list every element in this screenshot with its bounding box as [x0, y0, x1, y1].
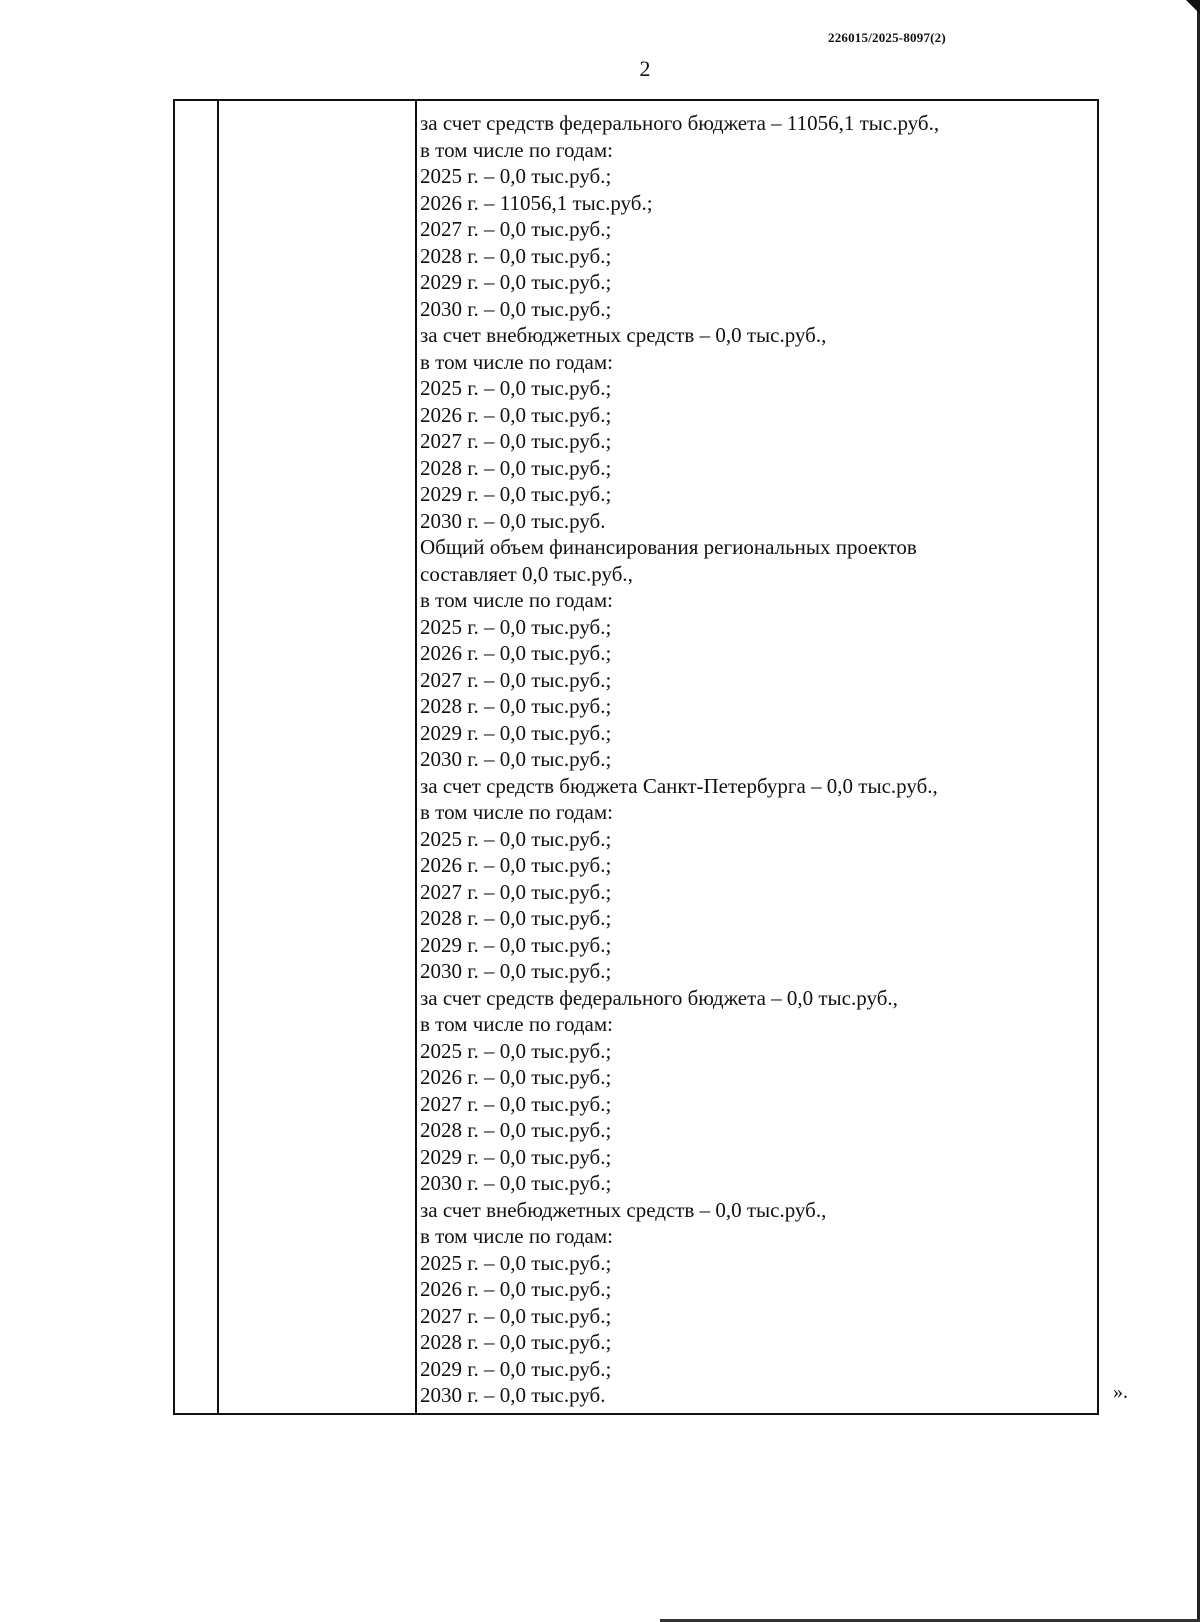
funding-line: за счет средств бюджета Санкт-Петербурга – 0,0 тыс.руб., [420, 773, 938, 798]
funding-line: за счет средств федерального бюджета – 11056,1 тыс.руб., [420, 111, 940, 135]
funding-line: 2028 г. – 0,0 тыс.руб.; [420, 455, 612, 480]
funding-table [173, 99, 1099, 1415]
funding-line: в том числе по годам: [420, 1012, 613, 1036]
funding-line: 2025 г. – 0,0 тыс.руб.; [420, 164, 612, 188]
funding-line: 2029 г. – 0,0 тыс.руб.; [420, 1144, 612, 1169]
funding-line: в том числе по годам: [420, 588, 613, 612]
funding-line: 2026 г. – 0,0 тыс.руб.; [420, 402, 612, 427]
funding-line: 2030 г. – 0,0 тыс.руб. [420, 508, 606, 533]
funding-line: 2025 г. – 0,0 тыс.руб.; [420, 376, 612, 400]
funding-line: 2025 г. – 0,0 тыс.руб.; [420, 1038, 612, 1063]
document-registration-number: 226015/2025-8097(2) [828, 30, 946, 45]
funding-line: составляет 0,0 тыс.руб., [420, 561, 633, 586]
funding-line: 2025 г. – 0,0 тыс.руб.; [420, 826, 612, 851]
funding-line: 2028 г. – 0,0 тыс.руб.; [420, 1118, 612, 1142]
table-cell-label [218, 100, 416, 1414]
funding-line: за счет внебюджетных средств – 0,0 тыс.руб., [420, 323, 827, 347]
funding-line: 2029 г. – 0,0 тыс.руб.; [420, 720, 612, 745]
closing-quote: ». [1113, 1381, 1128, 1403]
funding-line: 2026 г. – 11056,1 тыс.руб.; [420, 190, 653, 215]
funding-line: 2026 г. – 0,0 тыс.руб.; [420, 641, 612, 665]
funding-line: 2027 г. – 0,0 тыс.руб.; [420, 667, 612, 692]
funding-line: 2026 г. – 0,0 тыс.руб.; [420, 1065, 612, 1089]
funding-line: 2028 г. – 0,0 тыс.руб.; [420, 694, 612, 718]
funding-line: 2025 г. – 0,0 тыс.руб.; [420, 614, 612, 639]
funding-line: 2028 г. – 0,0 тыс.руб.; [420, 1330, 612, 1354]
funding-line: Общий объем финансирования региональных проектов [420, 535, 917, 559]
scan-corner [1186, 0, 1200, 14]
funding-line: 2030 г. – 0,0 тыс.руб.; [420, 1171, 612, 1195]
funding-line: 2027 г. – 0,0 тыс.руб.; [420, 879, 612, 904]
funding-line: за счет средств федерального бюджета – 0,0 тыс.руб., [420, 985, 898, 1010]
funding-line: в том числе по годам: [420, 800, 613, 824]
funding-line: 2029 г. – 0,0 тыс.руб.; [420, 482, 612, 506]
funding-line: за счет внебюджетных средств – 0,0 тыс.руб., [420, 1197, 827, 1222]
funding-line: 2029 г. – 0,0 тыс.руб.; [420, 270, 612, 294]
funding-line: в том числе по годам: [420, 137, 613, 162]
funding-line: 2028 г. – 0,0 тыс.руб.; [420, 243, 612, 268]
funding-line: 2025 г. – 0,0 тыс.руб.; [420, 1250, 612, 1275]
table-cell-number [174, 100, 218, 1414]
funding-line: в том числе по годам: [420, 1224, 613, 1248]
funding-line: 2027 г. – 0,0 тыс.руб.; [420, 1303, 612, 1328]
funding-line: 2027 г. – 0,0 тыс.руб.; [420, 217, 612, 241]
table-row [174, 100, 1098, 1414]
page-number: 2 [639, 56, 651, 81]
funding-line: 2027 г. – 0,0 тыс.руб.; [420, 1091, 612, 1116]
funding-line: 2026 г. – 0,0 тыс.руб.; [420, 853, 612, 877]
funding-line: 2030 г. – 0,0 тыс.руб.; [420, 959, 612, 983]
funding-line: 2029 г. – 0,0 тыс.руб.; [420, 1356, 612, 1381]
funding-line: 2028 г. – 0,0 тыс.руб.; [420, 906, 612, 930]
funding-line: 2030 г. – 0,0 тыс.руб.; [420, 747, 612, 771]
funding-line: в том числе по годам: [420, 349, 613, 374]
funding-line: 2027 г. – 0,0 тыс.руб.; [420, 429, 612, 453]
table-cell-content [416, 100, 1098, 1414]
funding-line: 2029 г. – 0,0 тыс.руб.; [420, 932, 612, 957]
funding-line: 2026 г. – 0,0 тыс.руб.; [420, 1277, 612, 1301]
funding-lines [417, 101, 1097, 1409]
funding-line: 2030 г. – 0,0 тыс.руб. [420, 1383, 606, 1407]
funding-line: 2030 г. – 0,0 тыс.руб.; [420, 296, 612, 321]
